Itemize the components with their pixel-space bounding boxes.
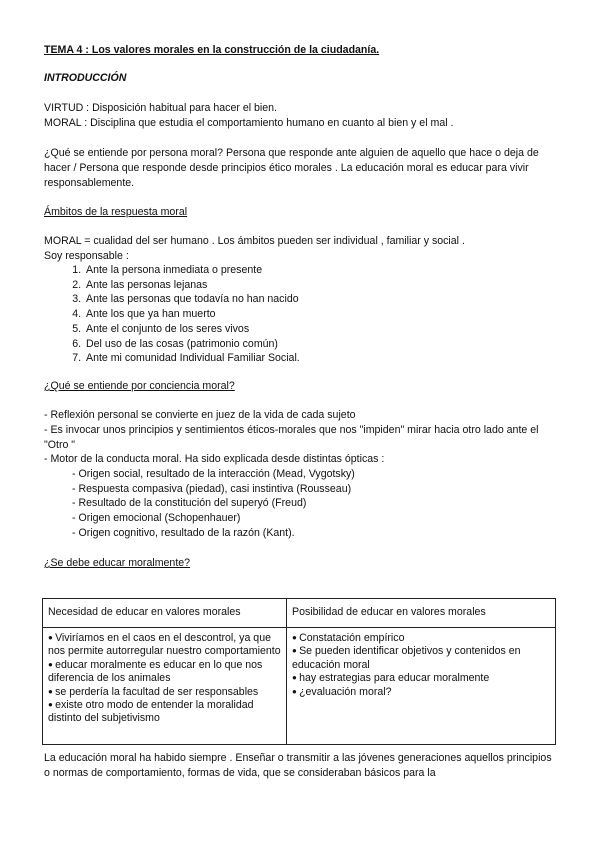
closing-paragraph: La educación moral ha habido siempre . Enseñar o transmitir a las jóvenes generaciones aquellos principios o normas de comportamiento, formas de vida, que se consideraban básicos para la [44,752,552,779]
list-item: 4. Ante los que ya han muerto [84,307,300,322]
list-item: - Resultado de la constitución del superyó (Freud) [72,496,355,511]
list-item: ● Constatación empírico [292,632,550,645]
list-item: ● hay estrategias para educar moralmente [292,672,550,685]
opticas-list [72,467,355,541]
ambitos-heading: Ámbitos de la respuesta moral [44,206,188,218]
list-item: ● se perdería la facultad de ser responsables [48,686,281,699]
table-header-row [43,599,556,628]
intro-heading: INTRODUCCIÓN [44,72,127,84]
list-item: ● existe otro modo de entender la moralidad distinto del subjetivismo [48,699,281,726]
list-item: 7. Ante mi comunidad Individual Familiar Social. [84,351,300,366]
table-header-necesidad: Necesidad de educar en valores morales [43,599,287,628]
table-header-posibilidad: Posibilidad de educar en valores morales [287,599,556,628]
conciencia-line-2: - Es invocar unos principios y sentimientos éticos-morales que nos "impiden" mirar hacia otro lado ante el "Otro " [44,424,539,451]
list-item: ● Viviríamos en el caos en el descontrol, ya que nos permite autorregular nuestro comportamiento [48,632,281,659]
conciencia-line-3: - Motor de la conducta moral. Ha sido explicada desde distintas ópticas : [44,453,385,465]
soy-responsable-label: Soy responsable : [44,250,129,262]
educar-heading: ¿Se debe educar moralmente? [44,557,191,569]
table-cell-necesidad [43,628,287,745]
comparison-table [42,598,556,745]
conciencia-line-1: - Reflexión personal se convierte en juez de la vida de cada sujeto [44,409,356,421]
list-item: - Respuesta compasiva (piedad), casi instintiva (Rousseau) [72,482,355,497]
table-cell-posibilidad [287,628,556,745]
definition-moral: MORAL : Disciplina que estudia el comportamiento humano en cuanto al bien y el mal . [44,117,454,129]
moral-definition-line: MORAL = cualidad del ser humano . Los ámbitos pueden ser individual , familiar y social . [44,235,465,247]
list-item: ● ¿evaluación moral? [292,686,550,699]
list-item: - Origen emocional (Schopenhauer) [72,511,355,526]
ambitos-list [44,263,300,366]
list-item: - Origen social, resultado de la interacción (Mead, Vygotsky) [72,467,355,482]
list-item: ● Se pueden identificar objetivos y contenidos en educación moral [292,645,550,672]
table-row [43,628,556,745]
list-item: 6. Del uso de las cosas (patrimonio común) [84,337,300,352]
list-item: 5. Ante el conjunto de los seres vivos [84,322,300,337]
list-item: - Origen cognitivo, resultado de la razón (Kant). [72,526,355,541]
persona-moral-paragraph: ¿Qué se entiende por persona moral? Persona que responde ante alguien de aquello que hace o deja de hacer / Persona que responde desde principios ético morales . La educación moral es educar para vivir responsablemente. [44,147,539,189]
list-item: 2. Ante las personas lejanas [84,278,300,293]
list-item: 1. Ante la persona inmediata o presente [84,263,300,278]
list-item: ● educar moralmente es educar en lo que nos diferencia de los animales [48,659,281,686]
definition-virtud: VIRTUD : Disposición habitual para hacer el bien. [44,102,277,114]
conciencia-heading: ¿Qué se entiende por conciencia moral? [44,380,235,392]
list-item: 3. Ante las personas que todavía no han nacido [84,292,300,307]
page-title: TEMA 4 : Los valores morales en la construcción de la ciudadanía. [44,44,380,56]
